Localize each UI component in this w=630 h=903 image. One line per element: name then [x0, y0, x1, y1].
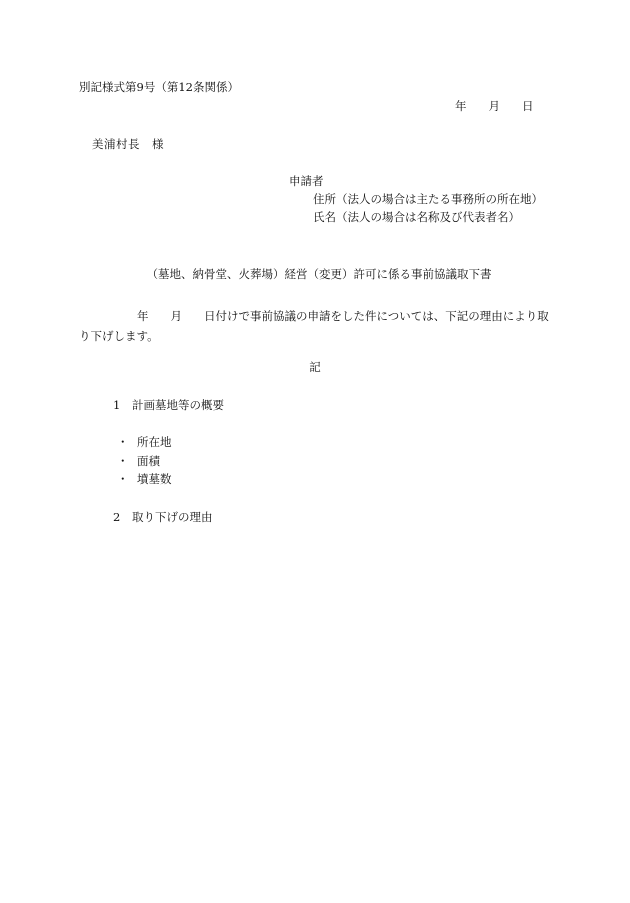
- bullet-icon: ・: [117, 472, 129, 486]
- section-1-number: 1: [113, 398, 121, 412]
- list-item-area: 面積: [137, 454, 160, 468]
- date-line: [455, 101, 534, 113]
- body-month: 月: [170, 309, 182, 323]
- applicant-address-label: 住所（法人の場合は主たる事務所の所在地）: [313, 192, 543, 206]
- date-month: 月: [488, 99, 500, 113]
- bullet-icon: ・: [117, 435, 129, 449]
- date-year: 年: [455, 99, 467, 113]
- section-1-heading: [113, 400, 224, 412]
- body-paragraph: [79, 306, 551, 346]
- list-item-location: 所在地: [137, 435, 172, 449]
- section-1-title: 計画墓地等の概要: [132, 398, 224, 412]
- body-text: 日付けで事前協議の申請をした件については、下記の理由により取り下げします。: [79, 309, 549, 343]
- list-item-grave-count: 墳墓数: [137, 472, 172, 486]
- document-title: （墓地、納骨堂、火葬場）経営（変更）許可に係る事前協議取下書: [146, 267, 492, 281]
- bullet-icon: ・: [117, 454, 129, 468]
- applicant-name-label: 氏名（法人の場合は名称及び代表者名）: [313, 210, 520, 224]
- addressee: 美浦村長 様: [92, 137, 164, 151]
- section-2-heading: [113, 512, 213, 524]
- section-2-title: 取り下げの理由: [132, 510, 213, 524]
- body-year: 年: [137, 309, 149, 323]
- section-2-number: 2: [113, 510, 121, 524]
- date-day: 日: [522, 99, 534, 113]
- form-reference: 別記様式第9号（第12条関係）: [79, 80, 239, 94]
- applicant-label: 申請者: [289, 174, 324, 188]
- ki-heading: 記: [309, 360, 321, 374]
